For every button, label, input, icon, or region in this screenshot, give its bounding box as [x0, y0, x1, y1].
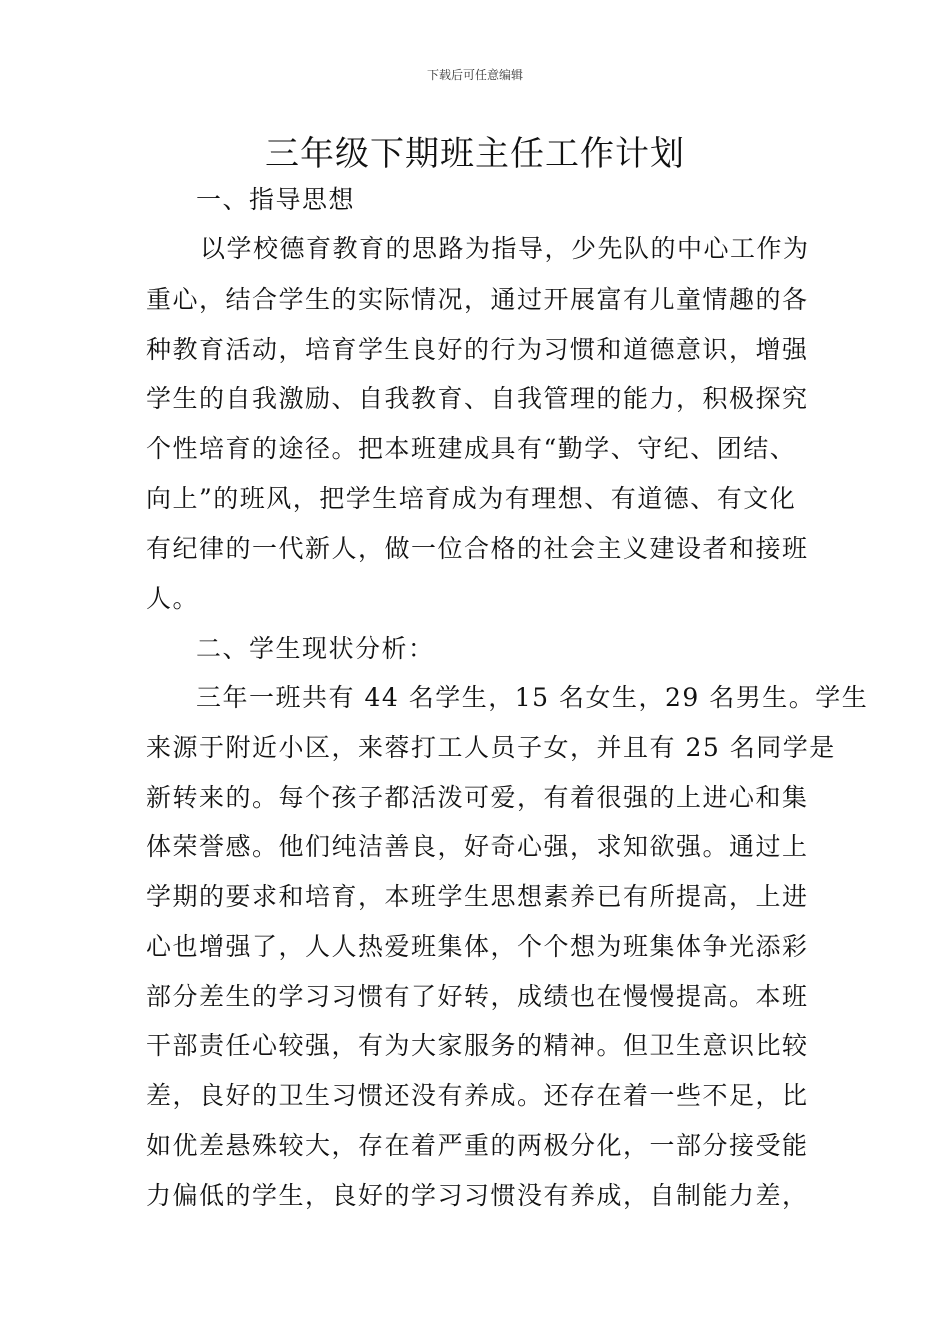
paragraph-line: 学生的自我激励、自我教育、自我管理的能力，积极探究: [146, 384, 809, 413]
paragraph-line: 向上”的班风，把学生培育成为有理想、有道德、有文化: [146, 484, 797, 513]
paragraph-line: 差，良好的卫生习惯还没有养成。还存在着一些不足，比: [146, 1081, 809, 1110]
header-note: 下载后可任意编辑: [426, 68, 523, 82]
document-title: 三年级下期班主任工作计划: [265, 134, 685, 174]
paragraph-line: 重心，结合学生的实际情况，通过开展富有儿童情趣的各: [146, 285, 809, 314]
section-heading-student-analysis: 二、学生现状分析：: [196, 634, 435, 663]
paragraph-line: 部分差生的学习习惯有了好转，成绩也在慢慢提高。本班: [146, 982, 809, 1011]
paragraph-line: 体荣誉感。他们纯洁善良，好奇心强，求知欲强。通过上: [146, 832, 809, 861]
paragraph-line: 来源于附近小区，来蓉打工人员子女，并且有 25 名同学是: [146, 733, 836, 762]
paragraph-line: 干部责任心较强，有为大家服务的精神。但卫生意识比较: [146, 1031, 809, 1060]
paragraph-line: 以学校德育教育的思路为指导，少先队的中心工作为: [200, 234, 810, 263]
paragraph-line: 如优差悬殊较大，存在着严重的两极分化，一部分接受能: [146, 1131, 809, 1160]
paragraph-line: 心也增强了，人人热爱班集体，个个想为班集体争光添彩: [146, 932, 809, 961]
paragraph-line: 三年一班共有 44 名学生，15 名女生，29 名男生。学生: [196, 683, 869, 712]
paragraph-line: 种教育活动，培育学生良好的行为习惯和道德意识，增强: [146, 335, 809, 364]
paragraph-line: 新转来的。每个孩子都活泼可爱，有着很强的上进心和集: [146, 783, 809, 812]
paragraph-line: 学期的要求和培育，本班学生思想素养已有所提高，上进: [146, 882, 809, 911]
paragraph-line: 有纪律的一代新人，做一位合格的社会主义建设者和接班: [146, 534, 809, 563]
section-heading-guiding-ideology: 一、指导思想: [196, 185, 356, 214]
paragraph-line: 力偏低的学生，良好的学习习惯没有养成，自制能力差，: [146, 1181, 809, 1210]
paragraph-line: 个性培育的途径。把本班建成具有“勤学、守纪、团结、: [146, 434, 797, 463]
paragraph-line: 人。: [146, 584, 200, 613]
